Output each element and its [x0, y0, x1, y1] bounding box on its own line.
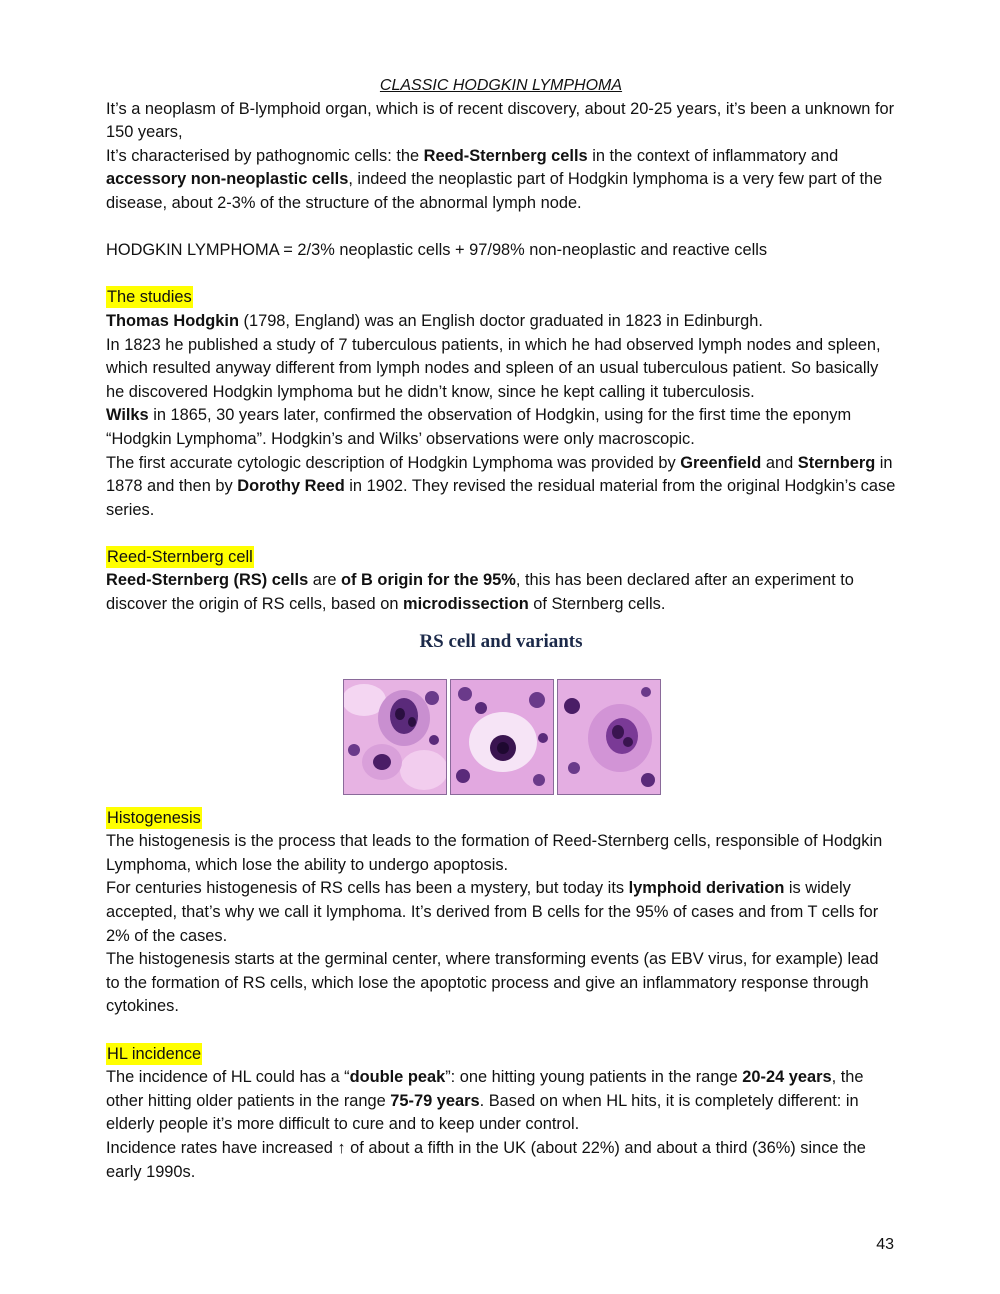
highlighted-heading: Reed-Sternberg cell [107, 547, 253, 566]
micrograph-panel-2 [450, 679, 554, 795]
studies-paragraph-4 [106, 452, 896, 523]
text-run: in 1865, 30 years later, confirmed the observation of Hodgkin, using for the first time the eponym “Hodgkin Lymphoma”. Hodgkin’s and Wilks’ observations were only macroscopic. [106, 406, 852, 448]
studies-paragraph-2: In 1823 he published a study of 7 tuberculous patients, in which he had observed lymph nodes and spleen, which resulted anyway different from lymph nodes and spleen of an usual tuberculous patient. So basically he discovered Hodgkin lymphoma but he didn’t know, since he kept calling it tuberculosis. [106, 335, 881, 401]
bold-term: Reed-Sternberg cells [423, 146, 588, 165]
incidence-paragraph-1 [106, 1066, 896, 1137]
bold-term: Wilks [106, 406, 149, 425]
text-run: , this has been declared after an experiment to discover the origin of RS cells, based on [106, 571, 854, 614]
bold-term: Reed-Sternberg (RS) cells [106, 571, 309, 590]
page-title: CLASSIC HODGKIN LYMPHOMA [379, 77, 623, 94]
highlighted-heading: HL incidence [107, 1044, 202, 1063]
rs-cell-figure [106, 617, 896, 807]
histogenesis-paragraph-3: The histogenesis starts at the germinal center, where transforming events (as EBV virus, for example) lead to the formation of RS cells, which lose the apoptotic process and give an inflammatory response through cytokines. [106, 950, 879, 1016]
text-run: are [308, 571, 342, 590]
text-run: The first accurate cytologic description of Hodgkin Lymphoma was provided by [106, 453, 681, 472]
bold-term: microdissection [403, 595, 529, 614]
micrograph-panels [343, 679, 661, 795]
text-run: , the other hitting older patients in the range [106, 1068, 864, 1110]
incidence-paragraph-2: Incidence rates have increased ↑ of about a fifth in the UK (about 22%) and about a third (36%) since the early 1990s. [106, 1138, 866, 1181]
text-run: It’s characterised by pathognomic cells: the [106, 146, 424, 165]
text-run: . Based on when HL hits, it is completely different: in elderly people it’s more difficult to cure and to keep under control. [106, 1091, 859, 1134]
highlighted-heading: Histogenesis [107, 808, 201, 827]
intro-paragraph-1: It’s a neoplasm of B-lymphoid organ, which is of recent discovery, about 20-25 years, it’s been a unknown for 150 years, [106, 99, 895, 142]
text-run: The incidence of HL could has a “ [106, 1068, 350, 1087]
studies-paragraph-3 [106, 404, 896, 451]
section-heading-rs-cell [106, 546, 896, 570]
bold-term: double peak [349, 1068, 446, 1087]
histogenesis-paragraph-1: The histogenesis is the process that leads to the formation of Reed-Sternberg cells, responsible of Hodgkin Lymphoma, which lose the ability to undergo apoptosis. [106, 832, 883, 874]
text-run: (1798, England) was an English doctor graduated in 1823 in Edinburgh. [238, 311, 763, 330]
bold-term: accessory non-neoplastic cells [106, 170, 349, 189]
text-run: in 1878 and then by [106, 453, 893, 496]
figure-title: RS cell and variants [419, 630, 583, 652]
micrograph-panel-3 [557, 679, 661, 795]
bold-term: lymphoid derivation [628, 879, 785, 898]
histogenesis-paragraph-2 [106, 877, 896, 948]
text-run: in 1902. They revised the residual material from the original Hodgkin’s case series. [106, 477, 896, 519]
formula-line: HODGKIN LYMPHOMA = 2/3% neoplastic cells + 97/98% non-neoplastic and reactive cells [106, 241, 768, 260]
text-run: ”: one hitting young patients in the range [445, 1068, 743, 1087]
bold-term: Greenfield [680, 453, 762, 472]
bold-term: of B origin for the 95% [341, 571, 516, 590]
text-run: in the context of inflammatory and [587, 146, 839, 165]
studies-paragraph-1 [106, 310, 896, 334]
bold-term: 75-79 years [390, 1091, 480, 1110]
text-run: and [761, 453, 798, 472]
section-heading-incidence [106, 1043, 896, 1067]
document-page [106, 74, 896, 1184]
bold-term: 20-24 years [742, 1068, 832, 1087]
bold-term: Dorothy Reed [237, 477, 345, 496]
page-number: 43 [876, 1236, 894, 1253]
bold-term: Thomas Hodgkin [106, 311, 239, 330]
rs-cell-paragraph [106, 569, 896, 616]
intro-paragraph-2 [106, 145, 896, 216]
text-run: For centuries histogenesis of RS cells has been a mystery, but today its [106, 879, 629, 898]
text-run: is widely accepted, that’s why we call it lymphoma. It’s derived from B cells for the 95% of cases and from T cells for 2% of the cases. [106, 879, 879, 945]
highlighted-heading: The studies [107, 288, 192, 307]
section-heading-histogenesis [106, 807, 896, 831]
text-run: , indeed the neoplastic part of Hodgkin lymphoma is a very few part of the disease, about 2-3% of the structure of the abnormal lymph node. [106, 170, 883, 212]
bold-term: Sternberg [797, 453, 876, 472]
micrograph-panel-1 [343, 679, 447, 795]
text-run: of Sternberg cells. [528, 595, 666, 614]
section-heading-studies [106, 286, 896, 310]
